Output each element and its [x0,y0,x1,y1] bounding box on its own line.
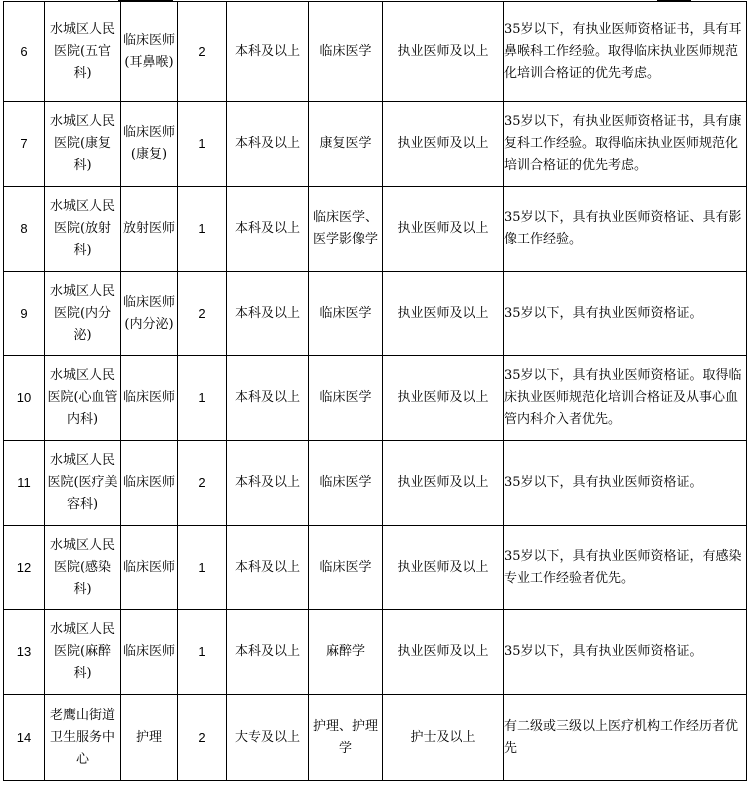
requirements-cell: 35岁以下，具有执业医师资格证。 [504,272,747,356]
education-cell: 本科及以上 [227,610,309,695]
major-cell: 康复医学 [309,102,383,187]
row-number-cell: 13 [4,610,45,695]
requirements-cell: 35岁以下，有执业医师资格证书，具有康复科工作经验。取得临床执业医师规范化培训合格证的优先考虑。 [504,102,747,187]
major-cell: 护理、护理学 [309,695,383,781]
education-cell: 大专及以上 [227,695,309,781]
headcount-cell: 2 [178,272,227,356]
row-number-cell: 8 [4,187,45,272]
table-row [4,2,747,102]
qualification-cell: 执业医师及以上 [383,187,504,272]
major-cell: 临床医学 [309,526,383,610]
position-cell: 护理 [121,695,178,781]
education-cell: 本科及以上 [227,441,309,526]
major-cell: 临床医学 [309,441,383,526]
requirements-cell: 35岁以下，具有执业医师资格证，有感染专业工作经验者优先。 [504,526,747,610]
row-number-cell: 10 [4,356,45,441]
education-cell: 本科及以上 [227,272,309,356]
qualification-cell: 执业医师及以上 [383,272,504,356]
hiring-unit-cell: 水城区人民医院(心血管内科) [45,356,121,441]
hiring-unit-cell: 水城区人民医院(麻醉科) [45,610,121,695]
major-cell: 临床医学、医学影像学 [309,187,383,272]
education-cell: 本科及以上 [227,187,309,272]
requirements-cell: 35岁以下，具有执业医师资格证、具有影像工作经验。 [504,187,747,272]
table-row [4,610,747,695]
requirements-cell: 35岁以下，有执业医师资格证书，具有耳鼻喉科工作经验。取得临床执业医师规范化培训合格证的优先考虑。 [504,2,747,102]
headcount-cell: 2 [178,2,227,102]
education-cell: 本科及以上 [227,102,309,187]
requirements-cell: 有二级或三级以上医疗机构工作经历者优先 [504,695,747,781]
table-row [4,102,747,187]
position-cell: 放射医师 [121,187,178,272]
major-cell: 麻醉学 [309,610,383,695]
position-cell: 临床医师 [121,441,178,526]
row-number-cell: 14 [4,695,45,781]
table-row [4,695,747,781]
requirements-cell: 35岁以下，具有执业医师资格证。 [504,610,747,695]
row-number-cell: 7 [4,102,45,187]
position-cell: 临床医师(康复) [121,102,178,187]
major-cell: 临床医学 [309,356,383,441]
qualification-cell: 执业医师及以上 [383,526,504,610]
position-cell: 临床医师(内分泌) [121,272,178,356]
qualification-cell: 执业医师及以上 [383,2,504,102]
hiring-unit-cell: 水城区人民医院(医疗美容科) [45,441,121,526]
qualification-cell: 执业医师及以上 [383,102,504,187]
headcount-cell: 1 [178,610,227,695]
hiring-unit-cell: 水城区人民医院(五官科) [45,2,121,102]
position-cell: 临床医师 [121,356,178,441]
table-row [4,526,747,610]
position-cell: 临床医师 [121,610,178,695]
qualification-cell: 执业医师及以上 [383,441,504,526]
education-cell: 本科及以上 [227,356,309,441]
qualification-cell: 护士及以上 [383,695,504,781]
hiring-unit-cell: 水城区人民医院(康复科) [45,102,121,187]
table-row [4,187,747,272]
education-cell: 本科及以上 [227,2,309,102]
row-number-cell: 11 [4,441,45,526]
table-row [4,272,747,356]
hiring-unit-cell: 水城区人民医院(放射科) [45,187,121,272]
hiring-unit-cell: 水城区人民医院(内分泌) [45,272,121,356]
hiring-unit-cell: 水城区人民医院(感染科) [45,526,121,610]
headcount-cell: 1 [178,526,227,610]
row-number-cell: 12 [4,526,45,610]
headcount-cell: 2 [178,695,227,781]
headcount-cell: 1 [178,356,227,441]
row-number-cell: 6 [4,2,45,102]
table-row [4,441,747,526]
row-number-cell: 9 [4,272,45,356]
requirements-cell: 35岁以下，具有执业医师资格证。取得临床执业医师规范化培训合格证及从事心血管内科介入者优先。 [504,356,747,441]
position-cell: 临床医师(耳鼻喉) [121,2,178,102]
education-cell: 本科及以上 [227,526,309,610]
major-cell: 临床医学 [309,2,383,102]
headcount-cell: 1 [178,102,227,187]
table-row [4,356,747,441]
hiring-unit-cell: 老鹰山街道卫生服务中心 [45,695,121,781]
headcount-cell: 1 [178,187,227,272]
job-positions-table [3,1,747,781]
major-cell: 临床医学 [309,272,383,356]
qualification-cell: 执业医师及以上 [383,356,504,441]
requirements-cell: 35岁以下，具有执业医师资格证。 [504,441,747,526]
qualification-cell: 执业医师及以上 [383,610,504,695]
headcount-cell: 2 [178,441,227,526]
position-cell: 临床医师 [121,526,178,610]
